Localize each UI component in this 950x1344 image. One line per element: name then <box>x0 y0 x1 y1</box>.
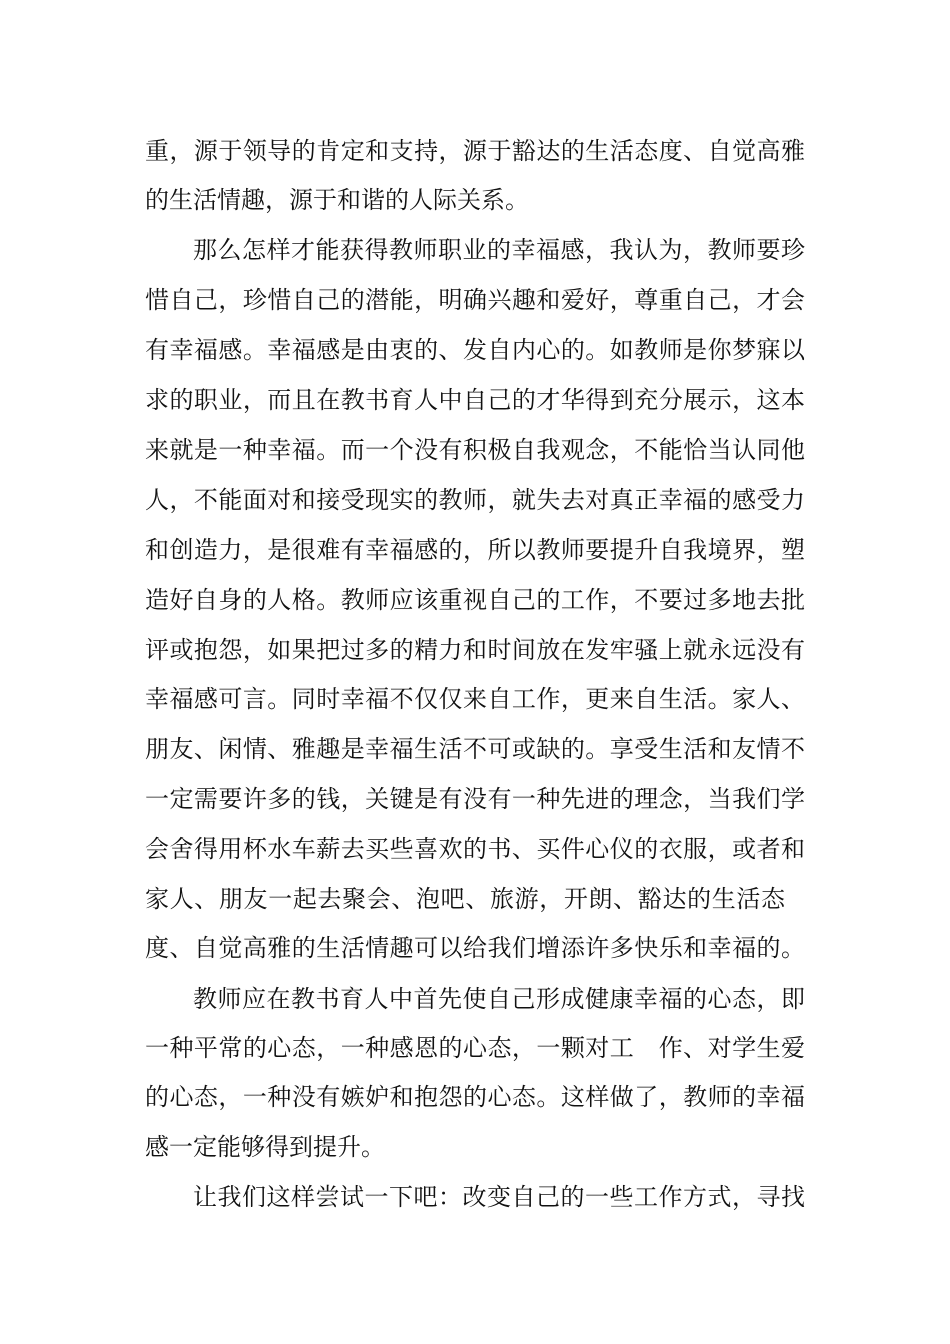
text-line: 有幸福感。幸福感是由衷的、发自内心的。如教师是你梦寐以 <box>145 336 805 364</box>
text-line: 一种平常的心态，一种感恩的心态，一颗对工 作、对学生爱 <box>145 1034 805 1062</box>
text-line: 人，不能面对和接受现实的教师，就失去对真正幸福的感受力 <box>145 486 805 514</box>
text-line: 求的职业，而且在教书育人中自己的才华得到充分展示，这本 <box>145 386 805 414</box>
text-line: 会舍得用杯水车薪去买些喜欢的书、买件心仪的衣服，或者和 <box>145 835 805 863</box>
text-line: 造好自身的人格。教师应该重视自己的工作，不要过多地去批 <box>145 586 805 614</box>
text-line: 惜自己，珍惜自己的潜能，明确兴趣和爱好，尊重自己，才会 <box>145 286 805 314</box>
text-line: 幸福感可言。同时幸福不仅仅来自工作，更来自生活。家人、 <box>145 685 805 713</box>
text-line: 的心态，一种没有嫉妒和抱怨的心态。这样做了，教师的幸福 <box>145 1083 805 1111</box>
text-line: 来就是一种幸福。而一个没有积极自我观念，不能恰当认同他 <box>145 436 805 464</box>
text-line: 的生活情趣，源于和谐的人际关系。 <box>145 186 529 214</box>
text-line: 度、自觉高雅的生活情趣可以给我们增添许多快乐和幸福的。 <box>145 934 805 962</box>
text-line: 朋友、闲情、雅趣是幸福生活不可或缺的。享受生活和友情不 <box>145 735 805 763</box>
paragraph-first-line: 教师应在教书育人中首先使自己形成健康幸福的心态，即 <box>193 985 805 1013</box>
text-line: 评或抱怨，如果把过多的精力和时间放在发牢骚上就永远没有 <box>145 636 805 664</box>
text-line: 家人、朋友一起去聚会、泡吧、旅游，开朗、豁达的生活态 <box>145 885 785 913</box>
text-line: 重，源于领导的肯定和支持，源于豁达的生活态度、自觉高雅 <box>145 137 805 165</box>
paragraph-first-line: 让我们这样尝试一下吧：改变自己的一些工作方式，寻找 <box>193 1183 805 1211</box>
text-line: 和创造力，是很难有幸福感的，所以教师要提升自我境界，塑 <box>145 536 805 564</box>
paragraph-first-line: 那么怎样才能获得教师职业的幸福感，我认为，教师要珍 <box>193 236 805 264</box>
text-line: 感一定能够得到提升。 <box>145 1133 385 1161</box>
text-line: 一定需要许多的钱，关键是有没有一种先进的理念，当我们学 <box>145 785 805 813</box>
